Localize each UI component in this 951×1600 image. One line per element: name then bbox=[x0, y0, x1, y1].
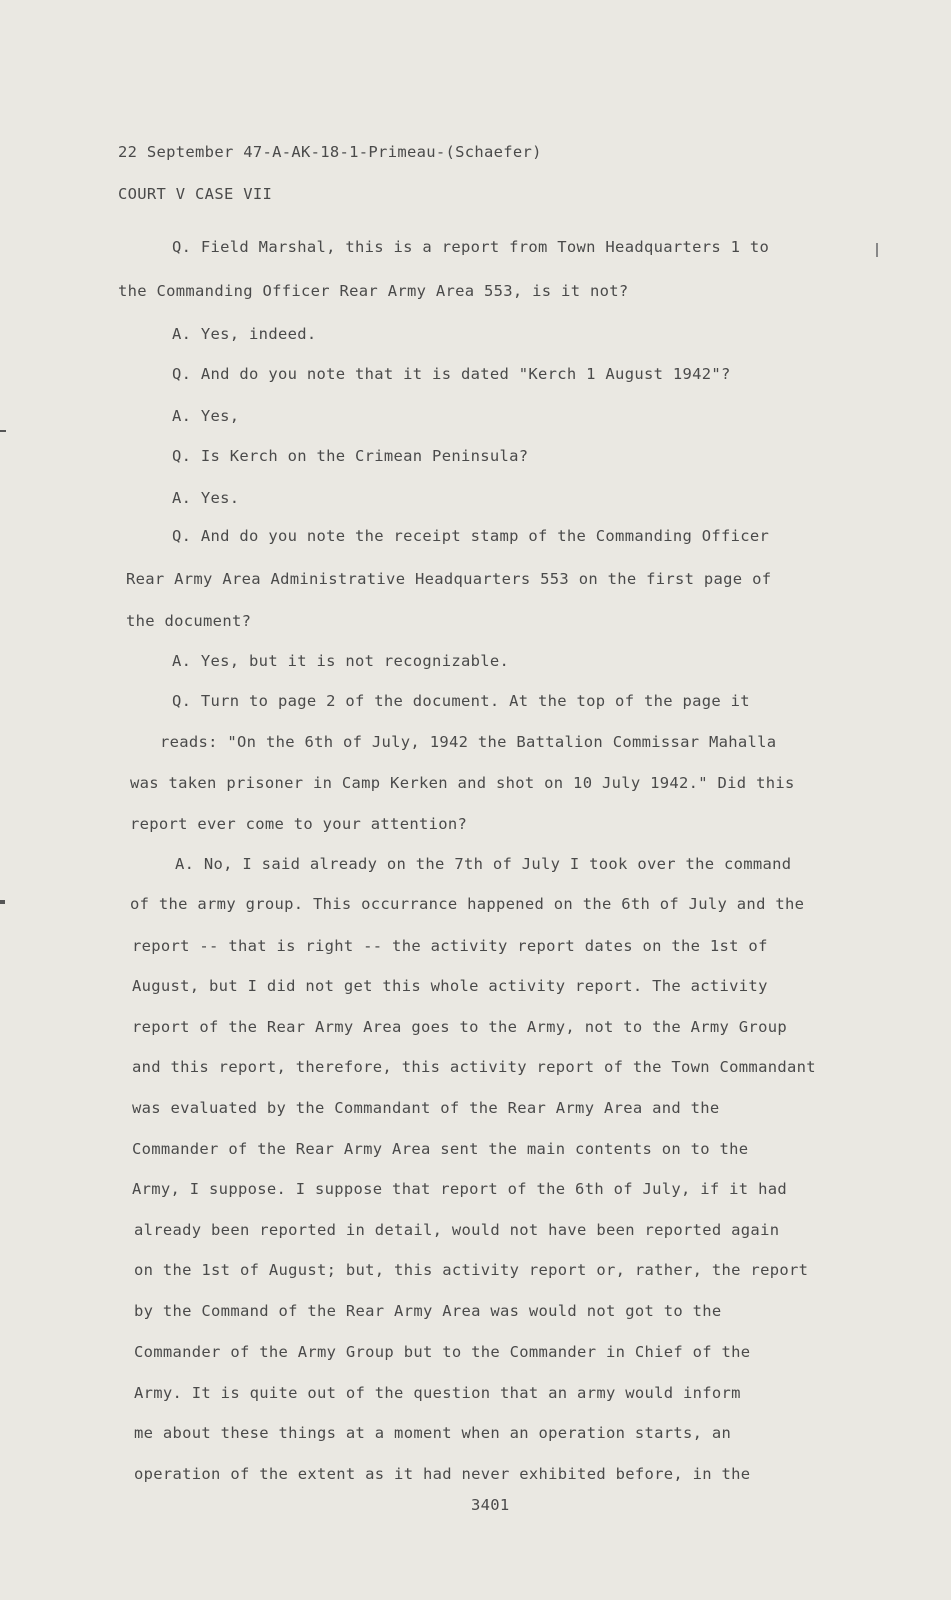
text-line: operation of the extent as it had never exhibited before, in the bbox=[134, 1465, 751, 1483]
text-line: reads: "On the 6th of July, 1942 the Battalion Commissar Mahalla bbox=[160, 733, 777, 751]
text-line: and this report, therefore, this activity report of the Town Commandant bbox=[132, 1058, 816, 1076]
text-line: Commander of the Rear Army Area sent the main contents on to the bbox=[132, 1140, 749, 1158]
text-line: the Commanding Officer Rear Army Area 553, is it not? bbox=[118, 282, 629, 300]
text-line: by the Command of the Rear Army Area was would not got to the bbox=[134, 1302, 722, 1320]
text-line: was taken prisoner in Camp Kerken and shot on 10 July 1942." Did this bbox=[130, 774, 795, 792]
text-line: report -- that is right -- the activity report dates on the 1st of bbox=[132, 937, 768, 955]
text-line: of the army group. This occurrance happened on the 6th of July and the bbox=[130, 895, 805, 913]
text-line: me about these things at a moment when an operation starts, an bbox=[134, 1424, 732, 1442]
text-line: A. Yes. bbox=[172, 489, 240, 507]
text-line: August, but I did not get this whole activity report. The activity bbox=[132, 977, 768, 995]
text-line: Q. Is Kerch on the Crimean Peninsula? bbox=[172, 447, 529, 465]
text-line: report ever come to your attention? bbox=[130, 815, 468, 833]
text-line: Q. And do you note the receipt stamp of the Commanding Officer bbox=[172, 527, 770, 545]
page-number: 3401 bbox=[471, 1496, 510, 1514]
margin-mark bbox=[876, 243, 878, 257]
text-line: A. Yes, bbox=[172, 407, 240, 425]
text-line: on the 1st of August; but, this activity report or, rather, the report bbox=[134, 1261, 809, 1279]
text-line: A. Yes, but it is not recognizable. bbox=[172, 652, 510, 670]
text-line: Rear Army Area Administrative Headquarters 553 on the first page of bbox=[126, 570, 772, 588]
text-line: Army, I suppose. I suppose that report of the 6th of July, if it had bbox=[132, 1180, 787, 1198]
header-line-1: 22 September 47-A-AK-18-1-Primeau-(Schaefer) bbox=[118, 143, 542, 161]
header-line-2: COURT V CASE VII bbox=[118, 185, 273, 203]
text-line: was evaluated by the Commandant of the Rear Army Area and the bbox=[132, 1099, 720, 1117]
text-line: already been reported in detail, would not have been reported again bbox=[134, 1221, 780, 1239]
margin-mark bbox=[0, 430, 6, 432]
text-line: Commander of the Army Group but to the Commander in Chief of the bbox=[134, 1343, 751, 1361]
text-line: report of the Rear Army Area goes to the Army, not to the Army Group bbox=[132, 1018, 787, 1036]
text-line: A. No, I said already on the 7th of July I took over the command bbox=[175, 855, 792, 873]
text-line: Q. Turn to page 2 of the document. At the top of the page it bbox=[172, 692, 750, 710]
text-line: Army. It is quite out of the question that an army would inform bbox=[134, 1384, 741, 1402]
text-line: the document? bbox=[126, 612, 252, 630]
text-line: Q. And do you note that it is dated "Kerch 1 August 1942"? bbox=[172, 365, 731, 383]
margin-mark bbox=[0, 900, 5, 904]
text-line: Q. Field Marshal, this is a report from Town Headquarters 1 to bbox=[172, 238, 770, 256]
text-line: A. Yes, indeed. bbox=[172, 325, 317, 343]
